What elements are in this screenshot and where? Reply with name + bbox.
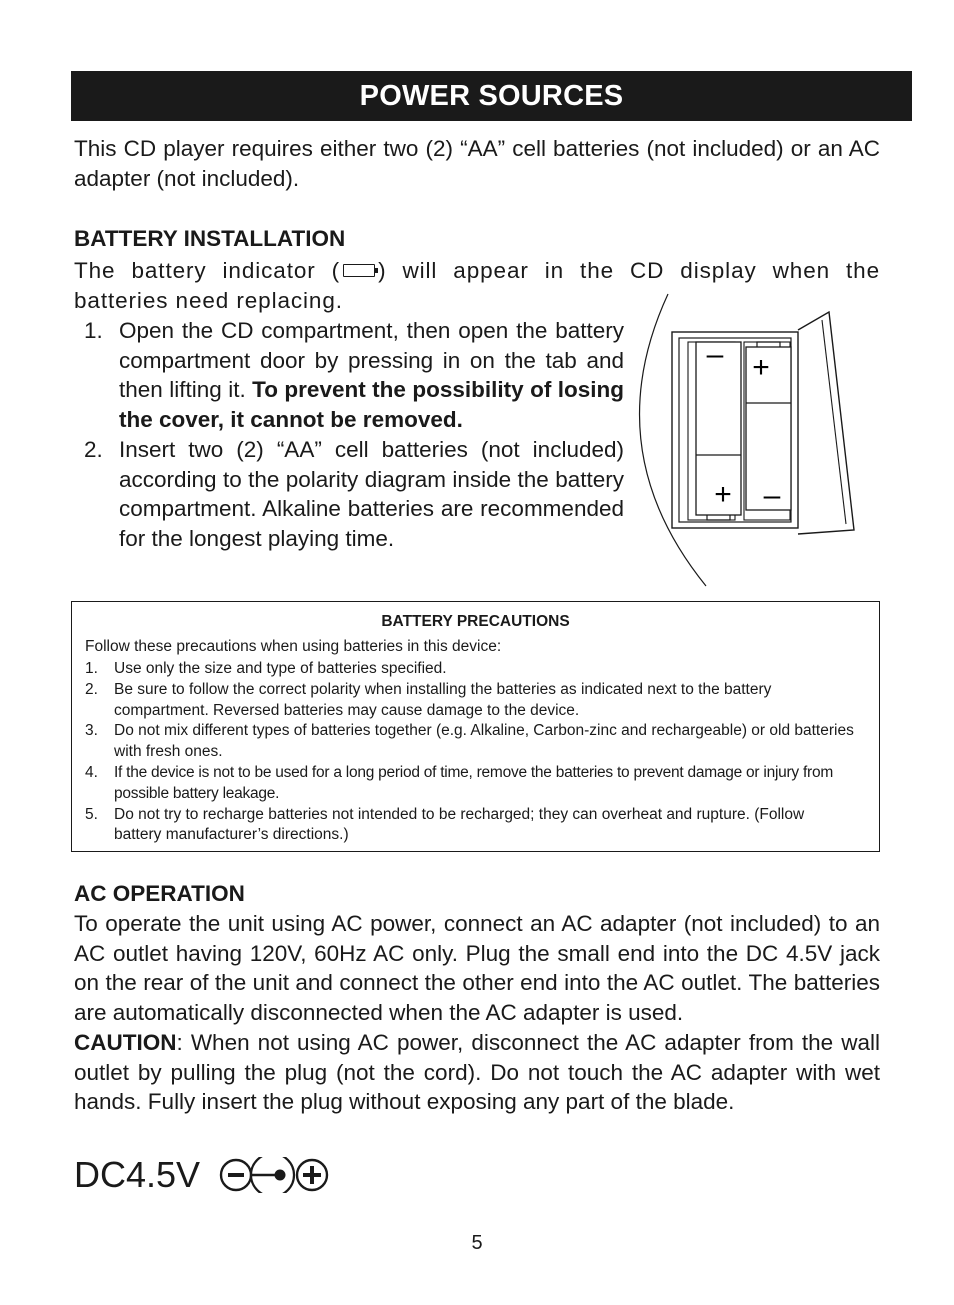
- intro-paragraph: This CD player requires either two (2) “AA” cell batteries (not included) or an AC adapter (not included).: [74, 136, 880, 191]
- page-number: 5: [471, 1232, 483, 1254]
- precaution-number: 2.: [85, 680, 98, 698]
- precaution-item: [85, 721, 855, 763]
- precaution-number: 5.: [85, 805, 98, 823]
- ac-operation-paragraph: To operate the unit using AC power, connect an AC adapter (not included) to an AC outlet having 120V, 60Hz AC only. Plug the small end into the DC 4.5V jack on the rear of the unit and connect the other end into the AC outlet. The batteries are automatically disconnected when the AC adapter is used.: [74, 911, 880, 1025]
- precaution-item: [85, 805, 855, 847]
- step-number: 1.: [84, 318, 103, 343]
- precaution-item: [85, 763, 855, 805]
- precaution-number: 1.: [85, 660, 98, 677]
- plus-sign: +: [714, 478, 732, 511]
- dc-polarity-icon: [218, 1157, 330, 1193]
- minus-sign: –: [706, 338, 724, 371]
- precautions-title: BATTERY PRECAUTIONS: [381, 613, 570, 630]
- precaution-text: Use only the size and type of batteries specified.: [114, 660, 447, 677]
- precaution-text: Be sure to follow the correct polarity when installing the batteries as indicated next to the battery compartment. Reversed batteries may cause damage to the device.: [114, 680, 772, 719]
- precaution-text: Do not try to recharge batteries not intended to be recharged; they can overheat and rupture. (Follow battery manufacturer’s directions.): [114, 805, 805, 844]
- plus-sign: +: [752, 351, 770, 384]
- step-item: [84, 435, 624, 554]
- precaution-item: [85, 680, 855, 722]
- precautions-list: [85, 659, 855, 846]
- step-warning: To prevent the possibility of losing the cover, it cannot be removed.: [119, 377, 625, 433]
- dc-voltage-label: DC4.5V: [74, 1154, 201, 1195]
- caution-text: : When not using AC power, disconnect the AC adapter from the wall outlet by pulling the plug (not the cord). Do not touch the AC adapter with wet hands. Fully insert the plug without exposing any part of the blade.: [74, 1030, 880, 1115]
- precautions-intro: Follow these precautions when using batteries in this device:: [85, 638, 502, 655]
- indicator-text-before: The battery indicator (: [74, 258, 341, 283]
- step-item: [84, 316, 624, 435]
- step-text: Open the CD compartment, then open the battery compartment door by pressing in on the tab and then lifting it. To prevent the possibility of losing the cover, it cannot be removed.: [119, 318, 625, 433]
- precaution-number: 3.: [85, 722, 98, 740]
- ac-operation-heading: AC OPERATION: [74, 881, 245, 906]
- step-number: 2.: [84, 436, 103, 462]
- caution-paragraph: [74, 1028, 880, 1117]
- battery-installation-heading: BATTERY INSTALLATION: [74, 226, 346, 251]
- minus-sign: –: [763, 479, 781, 512]
- battery-compartment-diagram: [636, 290, 858, 588]
- section-title-banner: [71, 71, 912, 121]
- precaution-number: 4.: [85, 763, 98, 781]
- precaution-text: If the device is not to be used for a long period of time, remove the batteries to prevent damage or injury from possible battery leakage.: [114, 763, 833, 802]
- battery-precautions-box: [71, 601, 880, 852]
- battery-indicator-icon: [343, 264, 375, 277]
- step-text: Insert two (2) “AA” cell batteries (not included) according to the polarity diagram inside the battery compartment. Alkaline batteries are recommended for the longest playing time.: [119, 436, 624, 551]
- caution-label: CAUTION: [74, 1030, 177, 1055]
- installation-steps: [84, 316, 624, 554]
- indicator-text-after: ) will appear in the CD display when the batteries need replacing.: [74, 258, 880, 313]
- precaution-item: [85, 659, 855, 680]
- precaution-text: Do not mix different types of batteries together (e.g. Alkaline, Carbon-zinc and rechargeable) or old batteries with fresh ones.: [114, 722, 854, 761]
- section-title: POWER SOURCES: [359, 79, 624, 112]
